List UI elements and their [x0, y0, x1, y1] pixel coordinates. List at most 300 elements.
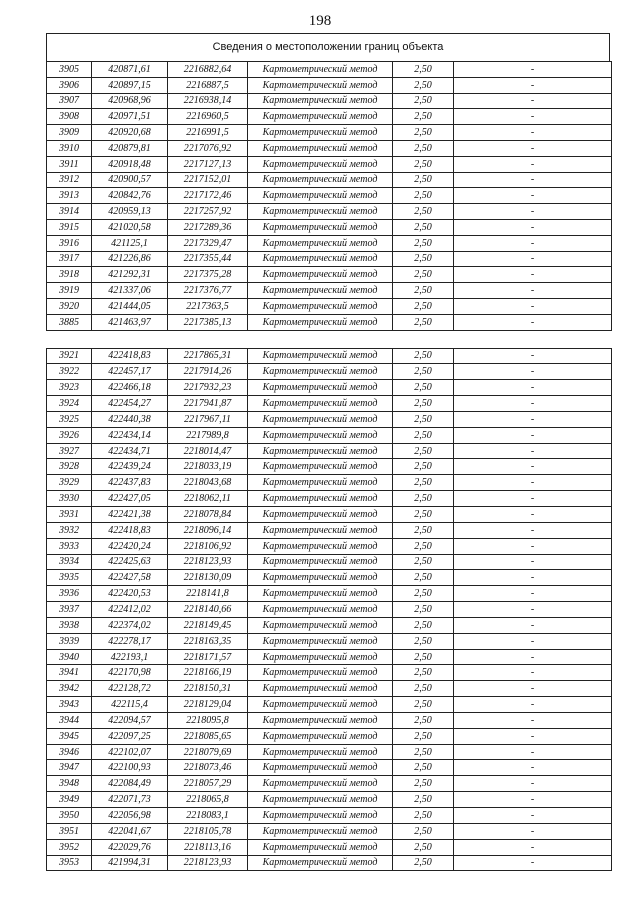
- method-cell: Картометрический метод: [248, 792, 393, 808]
- x-coordinate-cell: 421226,86: [92, 251, 168, 267]
- coordinates-table: [46, 61, 612, 871]
- point-number-cell: 3952: [47, 839, 92, 855]
- y-coordinate-cell: 2217989,8: [168, 427, 248, 443]
- description-cell: -: [454, 665, 612, 681]
- table-row: [47, 633, 612, 649]
- point-number-cell: 3911: [47, 156, 92, 172]
- description-cell: -: [454, 427, 612, 443]
- description-cell: -: [454, 506, 612, 522]
- method-cell: Картометрический метод: [248, 172, 393, 188]
- x-coordinate-cell: 422128,72: [92, 681, 168, 697]
- table-row: [47, 776, 612, 792]
- x-coordinate-cell: 421444,05: [92, 298, 168, 314]
- table-row: [47, 728, 612, 744]
- point-number-cell: 3922: [47, 364, 92, 380]
- y-coordinate-cell: 2218057,29: [168, 776, 248, 792]
- y-coordinate-cell: 2217941,87: [168, 396, 248, 412]
- y-coordinate-cell: 2218123,93: [168, 554, 248, 570]
- method-cell: Картометрический метод: [248, 204, 393, 220]
- description-cell: -: [454, 204, 612, 220]
- accuracy-cell: 2,50: [393, 792, 454, 808]
- description-cell: -: [454, 443, 612, 459]
- separator-cell: [47, 330, 612, 348]
- description-cell: -: [454, 697, 612, 713]
- description-cell: -: [454, 823, 612, 839]
- y-coordinate-cell: 2218083,1: [168, 808, 248, 824]
- description-cell: -: [454, 109, 612, 125]
- x-coordinate-cell: 422084,49: [92, 776, 168, 792]
- page-number: 198: [308, 13, 332, 29]
- description-cell: -: [454, 125, 612, 141]
- x-coordinate-cell: 422115,4: [92, 697, 168, 713]
- x-coordinate-cell: 420900,57: [92, 172, 168, 188]
- accuracy-cell: 2,50: [393, 396, 454, 412]
- description-cell: -: [454, 459, 612, 475]
- description-cell: -: [454, 219, 612, 235]
- accuracy-cell: 2,50: [393, 156, 454, 172]
- table-row: [47, 348, 612, 364]
- point-number-cell: 3942: [47, 681, 92, 697]
- method-cell: Картометрический метод: [248, 140, 393, 156]
- y-coordinate-cell: 2218163,35: [168, 633, 248, 649]
- point-number-cell: 3929: [47, 475, 92, 491]
- method-cell: Картометрический метод: [248, 235, 393, 251]
- method-cell: Картометрический метод: [248, 62, 393, 78]
- table-row: [47, 380, 612, 396]
- accuracy-cell: 2,50: [393, 522, 454, 538]
- method-cell: Картометрический метод: [248, 396, 393, 412]
- table-row: [47, 396, 612, 412]
- accuracy-cell: 2,50: [393, 760, 454, 776]
- coordinates-table-body: [47, 62, 612, 871]
- point-number-cell: 3913: [47, 188, 92, 204]
- x-coordinate-cell: 421463,97: [92, 314, 168, 330]
- accuracy-cell: 2,50: [393, 125, 454, 141]
- accuracy-cell: 2,50: [393, 443, 454, 459]
- table-row: [47, 459, 612, 475]
- accuracy-cell: 2,50: [393, 633, 454, 649]
- accuracy-cell: 2,50: [393, 665, 454, 681]
- description-cell: -: [454, 348, 612, 364]
- y-coordinate-cell: 2218129,04: [168, 697, 248, 713]
- x-coordinate-cell: 422425,63: [92, 554, 168, 570]
- table-row: [47, 283, 612, 299]
- x-coordinate-cell: 422094,57: [92, 712, 168, 728]
- description-cell: -: [454, 586, 612, 602]
- accuracy-cell: 2,50: [393, 459, 454, 475]
- point-number-cell: 3915: [47, 219, 92, 235]
- y-coordinate-cell: 2216882,64: [168, 62, 248, 78]
- table-header-title: Сведения о местоположении границ объекта: [46, 33, 610, 61]
- y-coordinate-cell: 2218105,78: [168, 823, 248, 839]
- accuracy-cell: 2,50: [393, 491, 454, 507]
- x-coordinate-cell: 422056,98: [92, 808, 168, 824]
- x-coordinate-cell: 422418,83: [92, 348, 168, 364]
- point-number-cell: 3950: [47, 808, 92, 824]
- table-row: [47, 235, 612, 251]
- description-cell: -: [454, 491, 612, 507]
- point-number-cell: 3914: [47, 204, 92, 220]
- y-coordinate-cell: 2217152,01: [168, 172, 248, 188]
- table-row: [47, 125, 612, 141]
- accuracy-cell: 2,50: [393, 364, 454, 380]
- accuracy-cell: 2,50: [393, 554, 454, 570]
- description-cell: -: [454, 522, 612, 538]
- table-row: [47, 697, 612, 713]
- point-number-cell: 3906: [47, 77, 92, 93]
- description-cell: -: [454, 156, 612, 172]
- point-number-cell: 3932: [47, 522, 92, 538]
- method-cell: Картометрический метод: [248, 681, 393, 697]
- point-number-cell: 3908: [47, 109, 92, 125]
- accuracy-cell: 2,50: [393, 728, 454, 744]
- description-cell: -: [454, 251, 612, 267]
- table-row: [47, 538, 612, 554]
- method-cell: Картометрический метод: [248, 712, 393, 728]
- point-number-cell: 3943: [47, 697, 92, 713]
- table-row: [47, 427, 612, 443]
- description-cell: -: [454, 776, 612, 792]
- x-coordinate-cell: 421292,31: [92, 267, 168, 283]
- accuracy-cell: 2,50: [393, 776, 454, 792]
- description-cell: -: [454, 839, 612, 855]
- method-cell: Картометрический метод: [248, 77, 393, 93]
- point-number-cell: 3924: [47, 396, 92, 412]
- x-coordinate-cell: 422421,38: [92, 506, 168, 522]
- y-coordinate-cell: 2218113,16: [168, 839, 248, 855]
- x-coordinate-cell: 422434,71: [92, 443, 168, 459]
- x-coordinate-cell: 422418,83: [92, 522, 168, 538]
- accuracy-cell: 2,50: [393, 823, 454, 839]
- y-coordinate-cell: 2218079,69: [168, 744, 248, 760]
- method-cell: Картометрический метод: [248, 298, 393, 314]
- accuracy-cell: 2,50: [393, 808, 454, 824]
- x-coordinate-cell: 422412,02: [92, 602, 168, 618]
- point-number-cell: 3919: [47, 283, 92, 299]
- y-coordinate-cell: 2216938,14: [168, 93, 248, 109]
- description-cell: -: [454, 411, 612, 427]
- accuracy-cell: 2,50: [393, 839, 454, 855]
- x-coordinate-cell: 422439,24: [92, 459, 168, 475]
- y-coordinate-cell: 2217375,28: [168, 267, 248, 283]
- description-cell: -: [454, 267, 612, 283]
- point-number-cell: 3934: [47, 554, 92, 570]
- point-number-cell: 3938: [47, 617, 92, 633]
- table-row: [47, 554, 612, 570]
- description-cell: -: [454, 77, 612, 93]
- point-number-cell: 3912: [47, 172, 92, 188]
- x-coordinate-cell: 422100,93: [92, 760, 168, 776]
- method-cell: Картометрический метод: [248, 665, 393, 681]
- accuracy-cell: 2,50: [393, 251, 454, 267]
- method-cell: Картометрический метод: [248, 188, 393, 204]
- point-number-cell: 3905: [47, 62, 92, 78]
- method-cell: Картометрический метод: [248, 475, 393, 491]
- description-cell: -: [454, 649, 612, 665]
- description-cell: -: [454, 712, 612, 728]
- method-cell: Картометрический метод: [248, 728, 393, 744]
- x-coordinate-cell: 422420,53: [92, 586, 168, 602]
- accuracy-cell: 2,50: [393, 586, 454, 602]
- x-coordinate-cell: 422102,07: [92, 744, 168, 760]
- x-coordinate-cell: 422278,17: [92, 633, 168, 649]
- description-cell: -: [454, 538, 612, 554]
- point-number-cell: 3923: [47, 380, 92, 396]
- accuracy-cell: 2,50: [393, 570, 454, 586]
- method-cell: Картометрический метод: [248, 649, 393, 665]
- x-coordinate-cell: 422466,18: [92, 380, 168, 396]
- description-cell: -: [454, 283, 612, 299]
- point-number-cell: 3928: [47, 459, 92, 475]
- x-coordinate-cell: 420842,76: [92, 188, 168, 204]
- accuracy-cell: 2,50: [393, 188, 454, 204]
- x-coordinate-cell: 420879,81: [92, 140, 168, 156]
- point-number-cell: 3927: [47, 443, 92, 459]
- method-cell: Картометрический метод: [248, 156, 393, 172]
- y-coordinate-cell: 2216887,5: [168, 77, 248, 93]
- table-row: [47, 298, 612, 314]
- table-row: [47, 77, 612, 93]
- y-coordinate-cell: 2217385,13: [168, 314, 248, 330]
- x-coordinate-cell: 420959,13: [92, 204, 168, 220]
- x-coordinate-cell: 422420,24: [92, 538, 168, 554]
- point-number-cell: 3925: [47, 411, 92, 427]
- y-coordinate-cell: 2217257,92: [168, 204, 248, 220]
- y-coordinate-cell: 2218062,11: [168, 491, 248, 507]
- y-coordinate-cell: 2217172,46: [168, 188, 248, 204]
- method-cell: Картометрический метод: [248, 570, 393, 586]
- description-cell: -: [454, 617, 612, 633]
- y-coordinate-cell: 2217932,23: [168, 380, 248, 396]
- accuracy-cell: 2,50: [393, 298, 454, 314]
- description-cell: -: [454, 554, 612, 570]
- description-cell: -: [454, 364, 612, 380]
- method-cell: Картометрический метод: [248, 283, 393, 299]
- table-row: [47, 491, 612, 507]
- method-cell: Картометрический метод: [248, 522, 393, 538]
- method-cell: Картометрический метод: [248, 776, 393, 792]
- x-coordinate-cell: 420897,15: [92, 77, 168, 93]
- point-number-cell: 3937: [47, 602, 92, 618]
- accuracy-cell: 2,50: [393, 649, 454, 665]
- x-coordinate-cell: 420871,61: [92, 62, 168, 78]
- accuracy-cell: 2,50: [393, 475, 454, 491]
- description-cell: -: [454, 396, 612, 412]
- accuracy-cell: 2,50: [393, 172, 454, 188]
- point-number-cell: 3916: [47, 235, 92, 251]
- method-cell: Картометрический метод: [248, 506, 393, 522]
- accuracy-cell: 2,50: [393, 538, 454, 554]
- point-number-cell: 3939: [47, 633, 92, 649]
- y-coordinate-cell: 2218085,65: [168, 728, 248, 744]
- y-coordinate-cell: 2217329,47: [168, 235, 248, 251]
- y-coordinate-cell: 2217865,31: [168, 348, 248, 364]
- y-coordinate-cell: 2217127,13: [168, 156, 248, 172]
- accuracy-cell: 2,50: [393, 427, 454, 443]
- y-coordinate-cell: 2218150,31: [168, 681, 248, 697]
- method-cell: Картометрический метод: [248, 491, 393, 507]
- table-row: [47, 219, 612, 235]
- description-cell: -: [454, 602, 612, 618]
- y-coordinate-cell: 2217076,92: [168, 140, 248, 156]
- y-coordinate-cell: 2216960,5: [168, 109, 248, 125]
- description-cell: -: [454, 808, 612, 824]
- description-cell: -: [454, 314, 612, 330]
- x-coordinate-cell: 422041,67: [92, 823, 168, 839]
- y-coordinate-cell: 2218140,66: [168, 602, 248, 618]
- x-coordinate-cell: 420971,51: [92, 109, 168, 125]
- table-row: [47, 172, 612, 188]
- x-coordinate-cell: 422374,02: [92, 617, 168, 633]
- accuracy-cell: 2,50: [393, 109, 454, 125]
- point-number-cell: 3940: [47, 649, 92, 665]
- point-number-cell: 3945: [47, 728, 92, 744]
- table-row: [47, 109, 612, 125]
- point-number-cell: 3933: [47, 538, 92, 554]
- y-coordinate-cell: 2218166,19: [168, 665, 248, 681]
- table-row: [47, 760, 612, 776]
- point-number-cell: 3931: [47, 506, 92, 522]
- table-row: [47, 364, 612, 380]
- table-row: [47, 62, 612, 78]
- description-cell: -: [454, 188, 612, 204]
- table-row: [47, 443, 612, 459]
- description-cell: -: [454, 172, 612, 188]
- method-cell: Картометрический метод: [248, 554, 393, 570]
- method-cell: Картометрический метод: [248, 314, 393, 330]
- description-cell: -: [454, 728, 612, 744]
- description-cell: -: [454, 792, 612, 808]
- block-separator: [47, 330, 612, 348]
- y-coordinate-cell: 2217289,36: [168, 219, 248, 235]
- table-row: [47, 712, 612, 728]
- accuracy-cell: 2,50: [393, 77, 454, 93]
- table-row: [47, 506, 612, 522]
- x-coordinate-cell: 422434,14: [92, 427, 168, 443]
- y-coordinate-cell: 2218033,19: [168, 459, 248, 475]
- x-coordinate-cell: 422193,1: [92, 649, 168, 665]
- description-cell: -: [454, 855, 612, 871]
- table-row: [47, 522, 612, 538]
- y-coordinate-cell: 2218106,92: [168, 538, 248, 554]
- point-number-cell: 3951: [47, 823, 92, 839]
- point-number-cell: 3910: [47, 140, 92, 156]
- table-row: [47, 188, 612, 204]
- description-cell: -: [454, 475, 612, 491]
- method-cell: Картометрический метод: [248, 760, 393, 776]
- accuracy-cell: 2,50: [393, 744, 454, 760]
- accuracy-cell: 2,50: [393, 681, 454, 697]
- point-number-cell: 3948: [47, 776, 92, 792]
- table-row: [47, 617, 612, 633]
- accuracy-cell: 2,50: [393, 348, 454, 364]
- x-coordinate-cell: 422427,05: [92, 491, 168, 507]
- table-row: [47, 251, 612, 267]
- method-cell: Картометрический метод: [248, 125, 393, 141]
- point-number-cell: 3885: [47, 314, 92, 330]
- point-number-cell: 3935: [47, 570, 92, 586]
- point-number-cell: 3926: [47, 427, 92, 443]
- accuracy-cell: 2,50: [393, 283, 454, 299]
- point-number-cell: 3936: [47, 586, 92, 602]
- accuracy-cell: 2,50: [393, 219, 454, 235]
- x-coordinate-cell: 422071,73: [92, 792, 168, 808]
- description-cell: -: [454, 140, 612, 156]
- y-coordinate-cell: 2217967,11: [168, 411, 248, 427]
- x-coordinate-cell: 422454,27: [92, 396, 168, 412]
- point-number-cell: 3920: [47, 298, 92, 314]
- y-coordinate-cell: 2218171,57: [168, 649, 248, 665]
- description-cell: -: [454, 633, 612, 649]
- table-row: [47, 681, 612, 697]
- method-cell: Картометрический метод: [248, 93, 393, 109]
- point-number-cell: 3907: [47, 93, 92, 109]
- method-cell: Картометрический метод: [248, 633, 393, 649]
- y-coordinate-cell: 2218096,14: [168, 522, 248, 538]
- method-cell: Картометрический метод: [248, 538, 393, 554]
- x-coordinate-cell: 422427,58: [92, 570, 168, 586]
- method-cell: Картометрический метод: [248, 380, 393, 396]
- table-row: [47, 570, 612, 586]
- point-number-cell: 3944: [47, 712, 92, 728]
- accuracy-cell: 2,50: [393, 617, 454, 633]
- x-coordinate-cell: 420968,96: [92, 93, 168, 109]
- description-cell: -: [454, 298, 612, 314]
- accuracy-cell: 2,50: [393, 62, 454, 78]
- method-cell: Картометрический метод: [248, 744, 393, 760]
- accuracy-cell: 2,50: [393, 140, 454, 156]
- accuracy-cell: 2,50: [393, 855, 454, 871]
- table-row: [47, 665, 612, 681]
- point-number-cell: 3949: [47, 792, 92, 808]
- method-cell: Картометрический метод: [248, 411, 393, 427]
- description-cell: -: [454, 744, 612, 760]
- y-coordinate-cell: 2217376,77: [168, 283, 248, 299]
- method-cell: Картометрический метод: [248, 219, 393, 235]
- x-coordinate-cell: 422437,83: [92, 475, 168, 491]
- method-cell: Картометрический метод: [248, 109, 393, 125]
- table-row: [47, 204, 612, 220]
- table-row: [47, 156, 612, 172]
- table-row: [47, 823, 612, 839]
- table-row: [47, 744, 612, 760]
- description-cell: -: [454, 760, 612, 776]
- x-coordinate-cell: 422457,17: [92, 364, 168, 380]
- y-coordinate-cell: 2218149,45: [168, 617, 248, 633]
- x-coordinate-cell: 421020,58: [92, 219, 168, 235]
- table-row: [47, 792, 612, 808]
- method-cell: Картометрический метод: [248, 251, 393, 267]
- accuracy-cell: 2,50: [393, 506, 454, 522]
- accuracy-cell: 2,50: [393, 380, 454, 396]
- table-row: [47, 602, 612, 618]
- x-coordinate-cell: 422029,76: [92, 839, 168, 855]
- x-coordinate-cell: 421994,31: [92, 855, 168, 871]
- method-cell: Картометрический метод: [248, 855, 393, 871]
- y-coordinate-cell: 2218078,84: [168, 506, 248, 522]
- method-cell: Картометрический метод: [248, 823, 393, 839]
- description-cell: -: [454, 93, 612, 109]
- method-cell: Картометрический метод: [248, 586, 393, 602]
- method-cell: Картометрический метод: [248, 617, 393, 633]
- x-coordinate-cell: 422440,38: [92, 411, 168, 427]
- accuracy-cell: 2,50: [393, 204, 454, 220]
- point-number-cell: 3917: [47, 251, 92, 267]
- accuracy-cell: 2,50: [393, 267, 454, 283]
- table-row: [47, 314, 612, 330]
- table-row: [47, 267, 612, 283]
- y-coordinate-cell: 2217914,26: [168, 364, 248, 380]
